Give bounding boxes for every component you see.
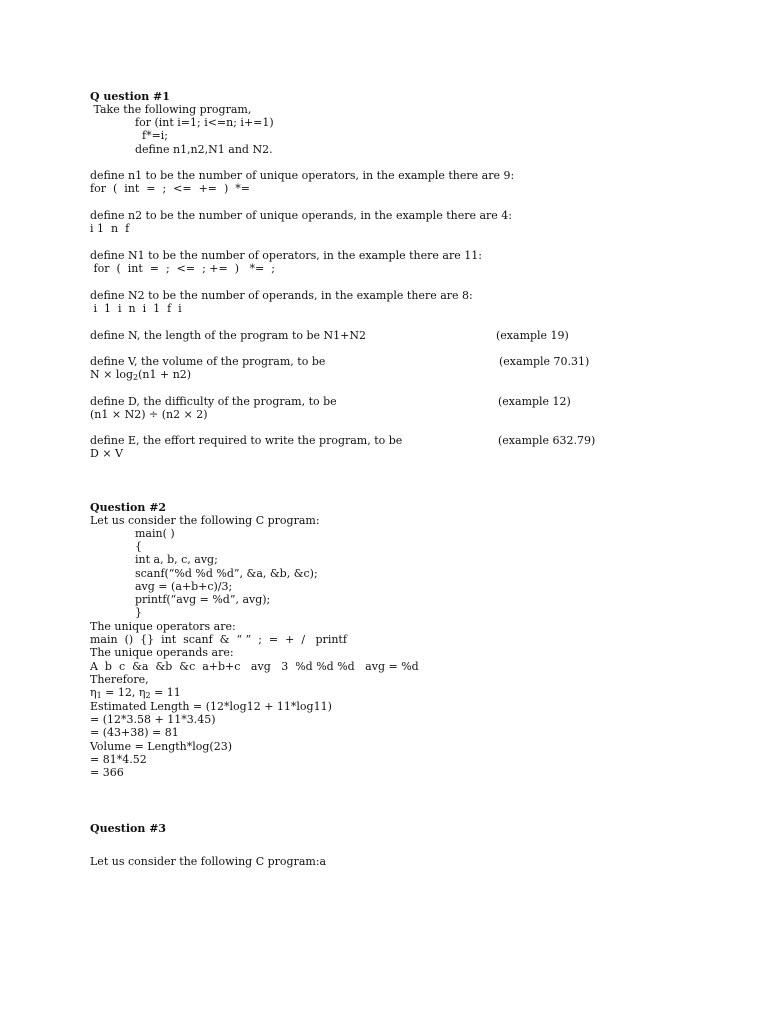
- q2-code-line: }: [135, 606, 142, 619]
- operators-list: main () {} int scanf & “ ” ; = + / printf: [90, 633, 347, 646]
- V-formula-subscript: 2: [133, 373, 139, 382]
- operands-list: A b c &a &b &c a+b+c avg 3 %d %d %d avg = %d: [90, 660, 419, 673]
- calc-line: = (12*3.58 + 11*3.45): [90, 713, 216, 726]
- N2-list: i 1 i n i 1 f i: [90, 302, 182, 315]
- V-example: (example 70.31): [499, 355, 590, 368]
- D-example: (example 12): [498, 395, 571, 408]
- eta-value-2: = 11: [150, 686, 181, 699]
- V-definition: define V, the volume of the program, to be: [90, 355, 326, 368]
- q2-code-line: avg = (a+b+c)/3;: [135, 580, 233, 593]
- operands-label: The unique operands are:: [90, 646, 234, 659]
- q2-code-line: main( ): [135, 527, 175, 540]
- N2-definition: define N2 to be the number of operands, in the example there are 8:: [90, 289, 473, 302]
- V-formula-text: N × log: [90, 368, 134, 381]
- calc-line: Volume = Length*log(23): [90, 740, 233, 753]
- calc-line: = (43+38) = 81: [90, 726, 179, 739]
- q2-code-line: scanf(“%d %d %d”, &a, &b, &c);: [135, 567, 318, 580]
- eta-subscript-2: 2: [145, 691, 151, 700]
- therefore-text: Therefore,: [90, 673, 149, 686]
- question-3-heading: Question #3: [90, 822, 167, 835]
- D-definition: define D, the difficulty of the program, to be: [90, 395, 337, 408]
- N1-list: for ( int = ; <= ; += ) *= ;: [90, 262, 275, 275]
- V-formula-args: (n1 + n2): [138, 368, 192, 381]
- calc-line: = 366: [90, 766, 124, 779]
- n2-definition: define n2 to be the number of unique operands, in the example there are 4:: [90, 209, 513, 222]
- E-formula: D × V: [90, 447, 123, 460]
- q1-intro: Take the following program,: [90, 103, 252, 116]
- E-definition: define E, the effort required to write the program, to be: [90, 434, 403, 447]
- eta-values: [90, 686, 181, 699]
- q3-intro: Let us consider the following C program:a: [90, 855, 327, 868]
- q1-code-line-1: for (int i=1; i<=n; i+=1): [135, 116, 274, 129]
- V-formula: [90, 368, 191, 381]
- eta-subscript-1: 1: [96, 691, 102, 700]
- E-example: (example 632.79): [498, 434, 596, 447]
- calc-line: = 81*4.52: [90, 753, 147, 766]
- q1-code-line-2: f*=i;: [142, 129, 169, 142]
- q2-code-line: printf(“avg = %d”, avg);: [135, 593, 271, 606]
- question-2-heading: Question #2: [90, 501, 167, 514]
- n1-list: for ( int = ; <= += ) *=: [90, 182, 251, 195]
- N1-definition: define N1 to be the number of operators, in the example there are 11:: [90, 249, 482, 262]
- D-formula: (n1 × N2) ÷ (n2 × 2): [90, 408, 208, 421]
- n2-list: i 1 n f: [90, 222, 130, 235]
- q1-code-line-3: define n1,n2,N1 and N2.: [135, 143, 273, 156]
- operators-label: The unique operators are:: [90, 620, 236, 633]
- n1-definition: define n1 to be the number of unique operators, in the example there are 9:: [90, 169, 515, 182]
- calc-line: Estimated Length = (12*log12 + 11*log11): [90, 700, 332, 713]
- N-definition: define N, the length of the program to be N1+N2: [90, 329, 367, 342]
- q2-code-line: int a, b, c, avg;: [135, 553, 218, 566]
- q2-intro: Let us consider the following C program:: [90, 514, 320, 527]
- eta-value-1: = 12, η: [101, 686, 146, 699]
- eta-symbol: η: [90, 686, 97, 699]
- N-example: (example 19): [496, 329, 569, 342]
- question-1-heading: Q uestion #1: [90, 90, 170, 103]
- q2-code-line: {: [135, 540, 142, 553]
